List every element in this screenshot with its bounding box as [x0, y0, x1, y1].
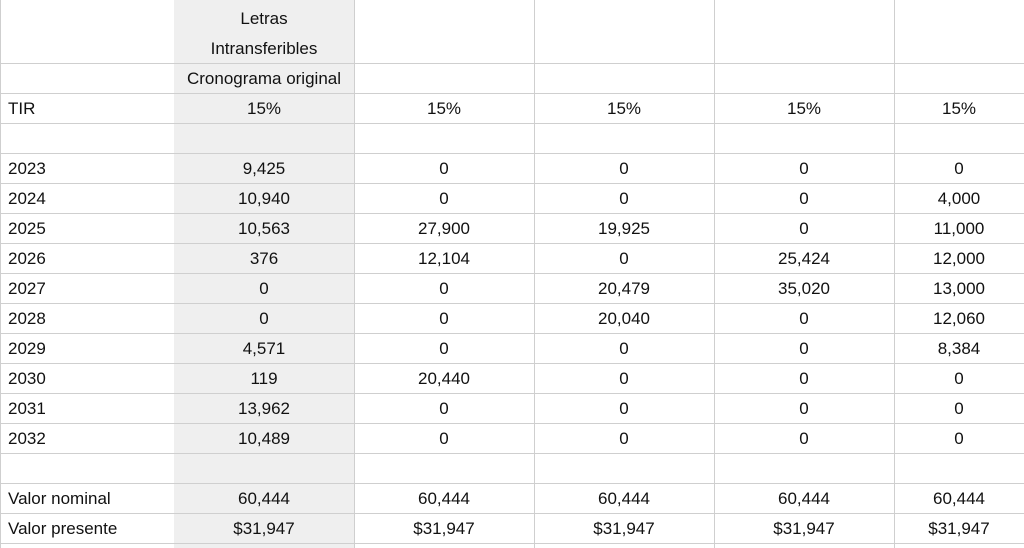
value-cell[interactable]: 12,104 [418, 249, 470, 268]
value-cell[interactable]: 10,940 [238, 189, 290, 208]
value-cell[interactable]: 10,489 [238, 429, 290, 448]
valor-nominal-cell[interactable]: 60,444 [238, 489, 290, 508]
value-cell[interactable]: 0 [799, 339, 809, 358]
value-cell[interactable]: 0 [619, 159, 629, 178]
value-cell[interactable]: 0 [439, 429, 449, 448]
value-cell[interactable]: 0 [954, 369, 964, 388]
valor-nominal-cell[interactable]: 60,444 [598, 489, 650, 508]
value-cell[interactable]: 0 [954, 399, 964, 418]
value-cell[interactable]: 19,925 [598, 219, 650, 238]
value-cell[interactable]: 0 [619, 249, 629, 268]
value-cell[interactable]: 13,000 [933, 279, 985, 298]
value-cell[interactable]: 4,000 [937, 189, 981, 208]
value-cell[interactable]: 20,040 [598, 309, 650, 328]
value-cell[interactable]: 0 [619, 399, 629, 418]
tir-cell[interactable]: 15% [941, 99, 977, 118]
valor-presente-label[interactable]: Valor presente [8, 519, 118, 538]
value-cell[interactable]: 0 [619, 429, 629, 448]
value-cell[interactable]: 8,384 [937, 339, 981, 358]
value-cell[interactable]: 4,571 [242, 339, 286, 358]
valor-presente-cell[interactable]: $31,947 [928, 519, 990, 538]
year-label[interactable]: 2032 [8, 429, 46, 448]
value-cell[interactable]: 20,479 [598, 279, 650, 298]
value-cell[interactable]: 0 [259, 309, 269, 328]
value-cell[interactable]: 35,020 [778, 279, 830, 298]
value-cell[interactable]: 0 [619, 339, 629, 358]
year-label[interactable]: 2029 [8, 339, 46, 358]
year-label[interactable]: 2023 [8, 159, 46, 178]
value-cell[interactable]: 0 [954, 159, 964, 178]
value-cell[interactable]: 0 [799, 399, 809, 418]
value-cell[interactable]: 0 [439, 339, 449, 358]
valor-presente-cell[interactable]: $31,947 [773, 519, 835, 538]
year-label[interactable]: 2027 [8, 279, 46, 298]
value-cell[interactable]: 0 [619, 369, 629, 388]
value-cell[interactable]: 20,440 [418, 369, 470, 388]
valor-presente-cell[interactable]: $31,947 [233, 519, 295, 538]
value-cell[interactable]: 27,900 [418, 219, 470, 238]
value-cell[interactable]: 13,962 [238, 399, 290, 418]
value-cell[interactable]: 0 [439, 159, 449, 178]
valor-nominal-cell[interactable]: 60,444 [418, 489, 470, 508]
value-cell[interactable]: 0 [439, 309, 449, 328]
tir-cell[interactable]: 15% [786, 99, 822, 118]
column-header-line-1: Letras [240, 9, 288, 28]
year-label[interactable]: 2028 [8, 309, 46, 328]
tir-label[interactable]: TIR [8, 99, 36, 118]
value-cell[interactable]: 0 [259, 279, 269, 298]
value-cell[interactable]: 9,425 [242, 159, 286, 178]
year-label[interactable]: 2030 [8, 369, 46, 388]
value-cell[interactable]: 0 [439, 399, 449, 418]
value-cell[interactable]: 0 [619, 189, 629, 208]
value-cell[interactable]: 0 [799, 369, 809, 388]
value-cell[interactable]: 376 [249, 249, 279, 268]
value-cell[interactable]: 0 [954, 429, 964, 448]
tir-cell[interactable]: 15% [426, 99, 462, 118]
value-cell[interactable]: 0 [799, 429, 809, 448]
value-cell[interactable]: 119 [250, 369, 278, 388]
grid-line [0, 63, 1024, 64]
column-header-line-2: Intransferibles [210, 39, 318, 58]
valor-nominal-cell[interactable]: 60,444 [778, 489, 830, 508]
valor-presente-cell[interactable]: $31,947 [593, 519, 655, 538]
valor-nominal-cell[interactable]: 60,444 [933, 489, 985, 508]
value-cell[interactable]: 0 [439, 279, 449, 298]
tir-cell[interactable]: 15% [246, 99, 282, 118]
grid-line [0, 0, 1, 548]
valor-presente-cell[interactable]: $31,947 [413, 519, 475, 538]
year-label[interactable]: 2031 [8, 399, 46, 418]
value-cell[interactable]: 0 [799, 189, 809, 208]
year-label[interactable]: 2026 [8, 249, 46, 268]
value-cell[interactable]: 0 [799, 309, 809, 328]
value-cell[interactable]: 0 [439, 189, 449, 208]
tir-cell[interactable]: 15% [606, 99, 642, 118]
year-label[interactable]: 2025 [8, 219, 46, 238]
value-cell[interactable]: 11,000 [933, 219, 985, 238]
year-label[interactable]: 2024 [8, 189, 46, 208]
value-cell[interactable]: 25,424 [778, 249, 830, 268]
valor-nominal-label[interactable]: Valor nominal [8, 489, 111, 508]
column-header-line-3: Cronograma original [186, 69, 342, 88]
value-cell[interactable]: 0 [799, 159, 809, 178]
value-cell[interactable]: 12,000 [933, 249, 985, 268]
value-cell[interactable]: 12,060 [933, 309, 985, 328]
value-cell[interactable]: 10,563 [238, 219, 290, 238]
value-cell[interactable]: 0 [799, 219, 809, 238]
